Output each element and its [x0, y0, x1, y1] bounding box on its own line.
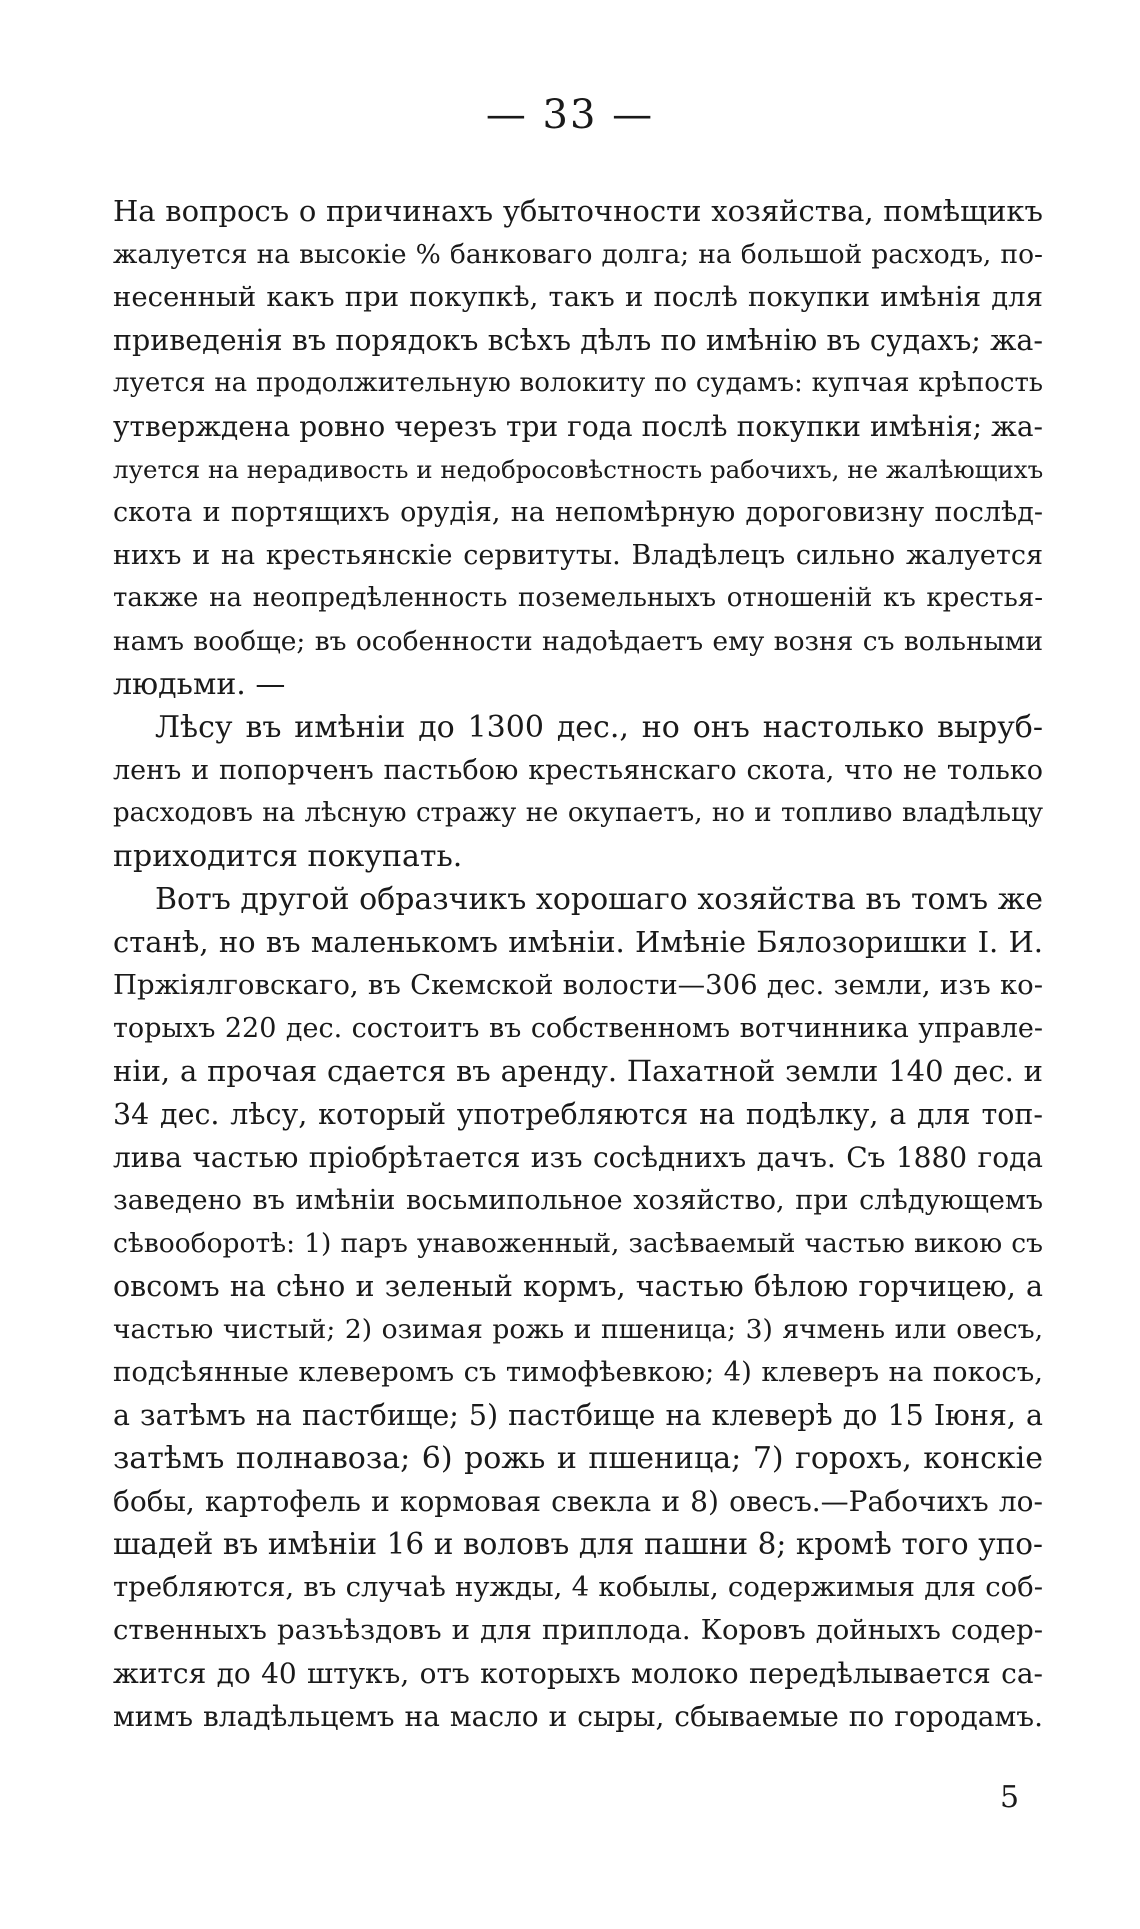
text-line: сѣвооборотѣ: 1) паръ унавоженный, засѣваемый частью викою съ — [113, 1228, 1043, 1259]
text-line: расходовъ на лѣсную стражу не окупаетъ, но и топливо владѣльцу — [113, 798, 1043, 828]
text-line: скота и портящихъ орудія, на непомѣрную дороговизну послѣд- — [113, 497, 1043, 528]
text-line: станѣ, но въ маленькомъ имѣніи. Имѣніе Бялозоришки І. И. — [113, 925, 1043, 959]
text-line: также на неопредѣленность поземельныхъ отношеній къ крестья- — [113, 583, 1043, 613]
text-line: луется на продолжительную волокиту по судамъ: купчая крѣпость — [113, 368, 1043, 398]
text-line: бобы, картофель и кормовая свекла и 8) овесъ.—Рабочихъ ло- — [113, 1485, 1043, 1518]
text-line: приведенія въ порядокъ всѣхъ дѣлъ по имѣнію въ судахъ; жа- — [113, 324, 1043, 357]
text-line: На вопросъ о причинахъ убыточности хозяйства, помѣщикъ — [113, 194, 1043, 228]
signature-mark: 5 — [1000, 1780, 1020, 1815]
text-line: мимъ владѣльцемъ на масло и сыры, сбываемые по городамъ. — [113, 1700, 1043, 1733]
text-line: 34 дес. лѣсу, который употребляются на подѣлку, а для топ- — [113, 1098, 1043, 1131]
text-line: овсомъ на сѣно и зеленый кормъ, частью бѣлою горчицею, а — [113, 1270, 1043, 1303]
text-line: приходится покупать. — [113, 839, 463, 874]
text-line: торыхъ 220 дес. состоитъ въ собственномъ вотчинника управле- — [113, 1013, 1043, 1044]
text-line: затѣмъ полнавоза; 6) рожь и пшеница; 7) горохъ, конскіе — [113, 1441, 1043, 1476]
text-line: ленъ и попорченъ пастьбою крестьянскаго скота, что не только — [113, 755, 1043, 786]
text-line: нихъ и на крестьянскіе сервитуты. Владѣлецъ сильно жалуется — [113, 540, 1043, 571]
body-text — [113, 190, 1043, 1738]
text-line: Лѣсу въ имѣніи до 1300 дес., но онъ настолько выруб- — [155, 710, 1043, 745]
text-line: заведено въ имѣніи восьмипольное хозяйство, при слѣдующемъ — [113, 1185, 1043, 1216]
text-line: людьми. — — [113, 667, 286, 702]
text-line: шадей въ имѣніи 16 и воловъ для пашни 8; кромѣ того упо- — [113, 1527, 1043, 1561]
text-line: требляются, въ случаѣ нужды, 4 кобылы, содержимыя для соб- — [113, 1571, 1043, 1603]
text-line: Вотъ другой образчикъ хорошаго хозяйства въ томъ же — [155, 882, 1043, 917]
text-line: а затѣмъ на пастбище; 5) пастбище на клеверѣ до 15 Іюня, а — [113, 1399, 1043, 1432]
text-line: ственныхъ разъѣздовъ и для приплода. Коровъ дойныхъ содер- — [113, 1614, 1043, 1646]
text-line: Пржіялговскаго, въ Скемской волости—306 дес. земли, изъ ко- — [113, 969, 1043, 1001]
text-line: жалуется на высокіе % банковаго долга; на большой расходъ, по- — [113, 239, 1043, 270]
text-line: жится до 40 штукъ, отъ которыхъ молоко передѣлывается са- — [113, 1657, 1043, 1690]
page-number: — 33 — — [485, 92, 655, 138]
text-line: лива частью пріобрѣтается изъ сосѣднихъ дачъ. Съ 1880 года — [113, 1141, 1043, 1174]
text-line: намъ вообще; въ особенности надоѣдаетъ ему возня съ вольными — [113, 626, 1043, 657]
text-line: луется на нерадивость и недобросовѣстность рабочихъ, не жалѣющихъ — [113, 455, 1043, 484]
text-line: ніи, а прочая сдается въ аренду. Пахатной земли 140 дес. и — [113, 1054, 1043, 1088]
text-line: несенный какъ при покупкѣ, такъ и послѣ покупки имѣнія для — [113, 281, 1043, 313]
text-line: частью чистый; 2) озимая рожь и пшеница; 3) ячмень или овесъ, — [113, 1314, 1043, 1345]
text-line: утверждена ровно черезъ три года послѣ покупки имѣнія; жа- — [113, 410, 1043, 443]
text-line: подсѣянные клеверомъ съ тимофѣевкою; 4) клеверъ на покосъ, — [113, 1356, 1043, 1388]
